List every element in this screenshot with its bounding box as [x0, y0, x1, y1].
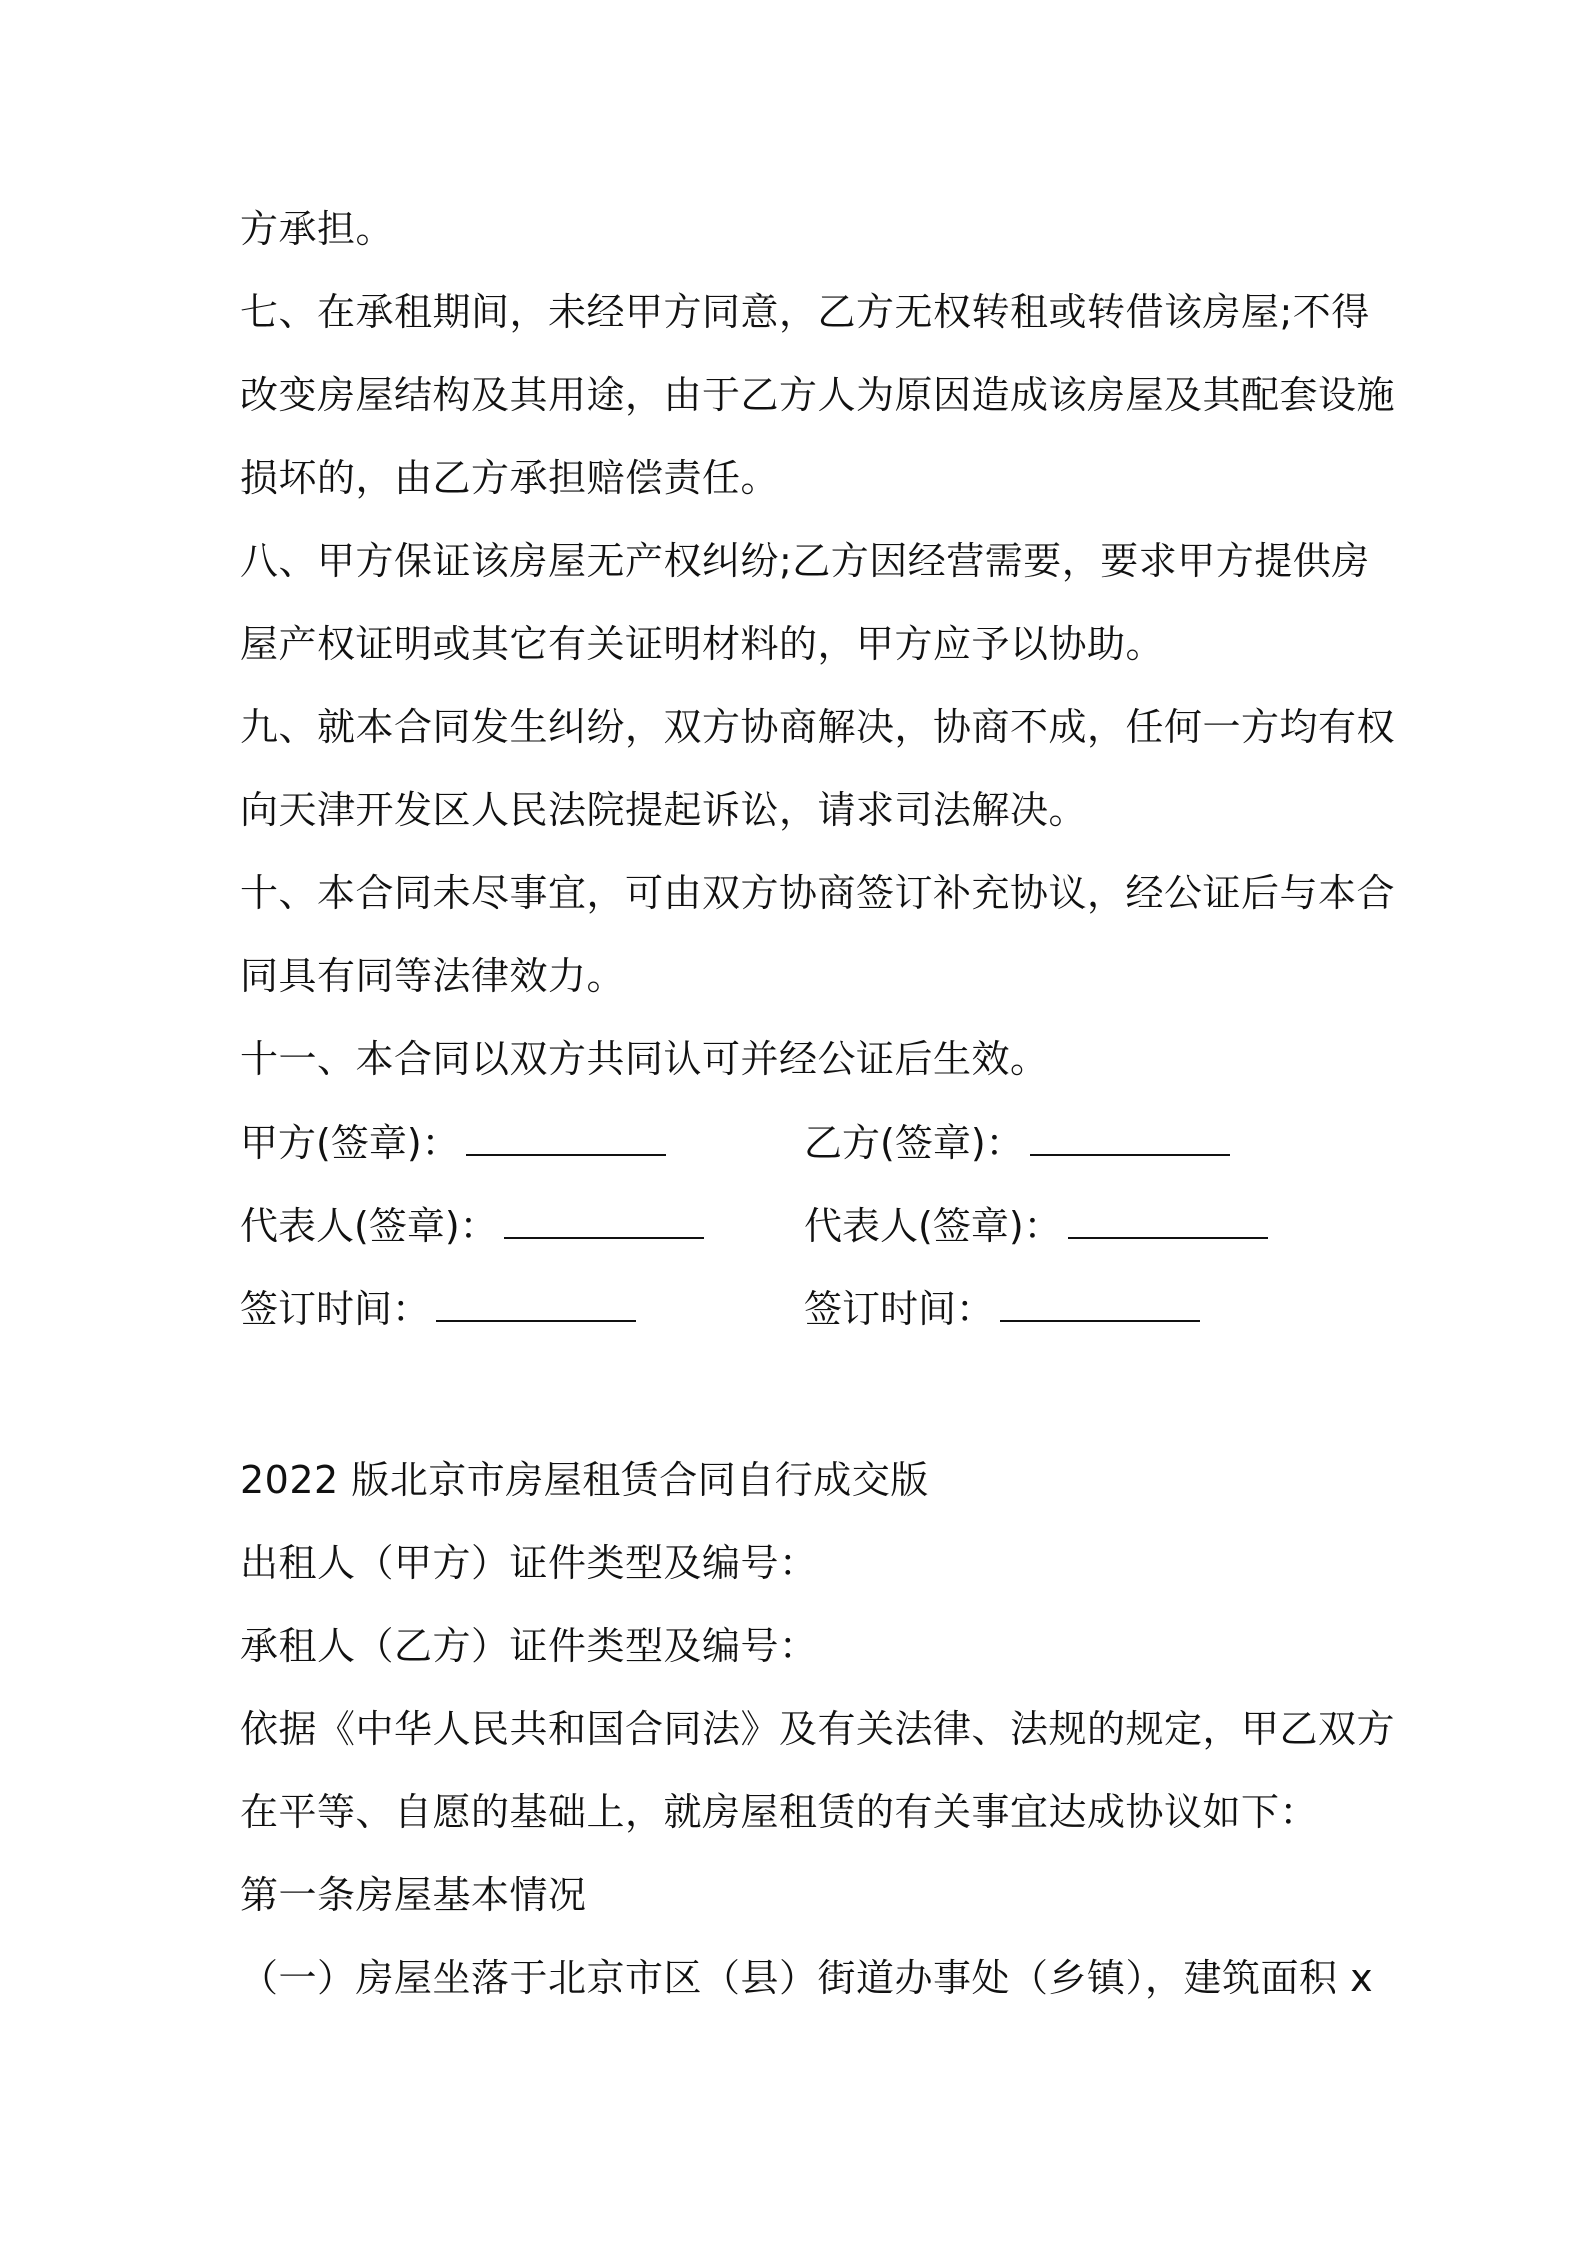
- party-a-signature: [240, 1118, 666, 1167]
- party-b-signature: [804, 1118, 1230, 1167]
- clause-10-line-2: 同具有同等法律效力。: [240, 954, 626, 998]
- clause-7-line-2: 改变房屋结构及其用途，由于乙方人为原因造成该房屋及其配套设施: [240, 373, 1396, 417]
- rep-b-blank: [1068, 1201, 1268, 1239]
- second-contract-title: 2022 版北京市房屋租赁合同自行成交版: [240, 1458, 929, 1502]
- clause-10-line-1: 十、本合同未尽事宜，可由双方协商签订补充协议，经公证后与本合: [240, 871, 1396, 915]
- basis-line-2: 在平等、自愿的基础上，就房屋租赁的有关事宜达成协议如下：: [240, 1790, 1319, 1834]
- clause-9-line-1: 九、就本合同发生纠纷，双方协商解决，协商不成，任何一方均有权: [240, 705, 1396, 749]
- article-1-heading: 第一条房屋基本情况: [240, 1873, 587, 1917]
- lessee-id-line: 承租人（乙方）证件类型及编号：: [240, 1624, 818, 1668]
- date-b-signature: [804, 1284, 1200, 1333]
- rep-b-signature: [804, 1201, 1268, 1250]
- clause-7-line-1: 七、在承租期间，未经甲方同意，乙方无权转租或转借该房屋;不得: [240, 290, 1370, 334]
- rep-a-label: 代表人(签章)：: [240, 1204, 498, 1248]
- rep-b-label: 代表人(签章)：: [804, 1204, 1062, 1248]
- clause-8-line-1: 八、甲方保证该房屋无产权纠纷;乙方因经营需要，要求甲方提供房: [240, 539, 1370, 583]
- party-b-label: 乙方(签章)：: [804, 1121, 1024, 1165]
- date-a-label: 签订时间：: [240, 1287, 431, 1331]
- clause-9-line-2: 向天津开发区人民法院提起诉讼，请求司法解决。: [240, 788, 1088, 832]
- article-1-item-1: （一）房屋坐落于北京市区（县）街道办事处（乡镇），建筑面积 x: [240, 1956, 1374, 2000]
- party-a-blank: [466, 1118, 666, 1156]
- date-a-signature: [240, 1284, 636, 1333]
- clause-11-line-1: 十一、本合同以双方共同认可并经公证后生效。: [240, 1037, 1049, 1081]
- party-a-label: 甲方(签章)：: [240, 1121, 460, 1165]
- rep-a-blank: [504, 1201, 704, 1239]
- lessor-id-line: 出租人（甲方）证件类型及编号：: [240, 1541, 818, 1585]
- rep-a-signature: [240, 1201, 704, 1250]
- date-b-blank: [1000, 1284, 1200, 1322]
- clause-8-line-2: 屋产权证明或其它有关证明材料的，甲方应予以协助。: [240, 622, 1165, 666]
- clause-7-line-3: 损坏的，由乙方承担赔偿责任。: [240, 456, 780, 500]
- date-a-blank: [436, 1284, 636, 1322]
- date-b-label: 签订时间：: [804, 1287, 995, 1331]
- basis-line-1: 依据《中华人民共和国合同法》及有关法律、法规的规定，甲乙双方: [240, 1707, 1396, 1751]
- party-b-blank: [1030, 1118, 1230, 1156]
- text-line-1: 方承担。: [240, 207, 395, 251]
